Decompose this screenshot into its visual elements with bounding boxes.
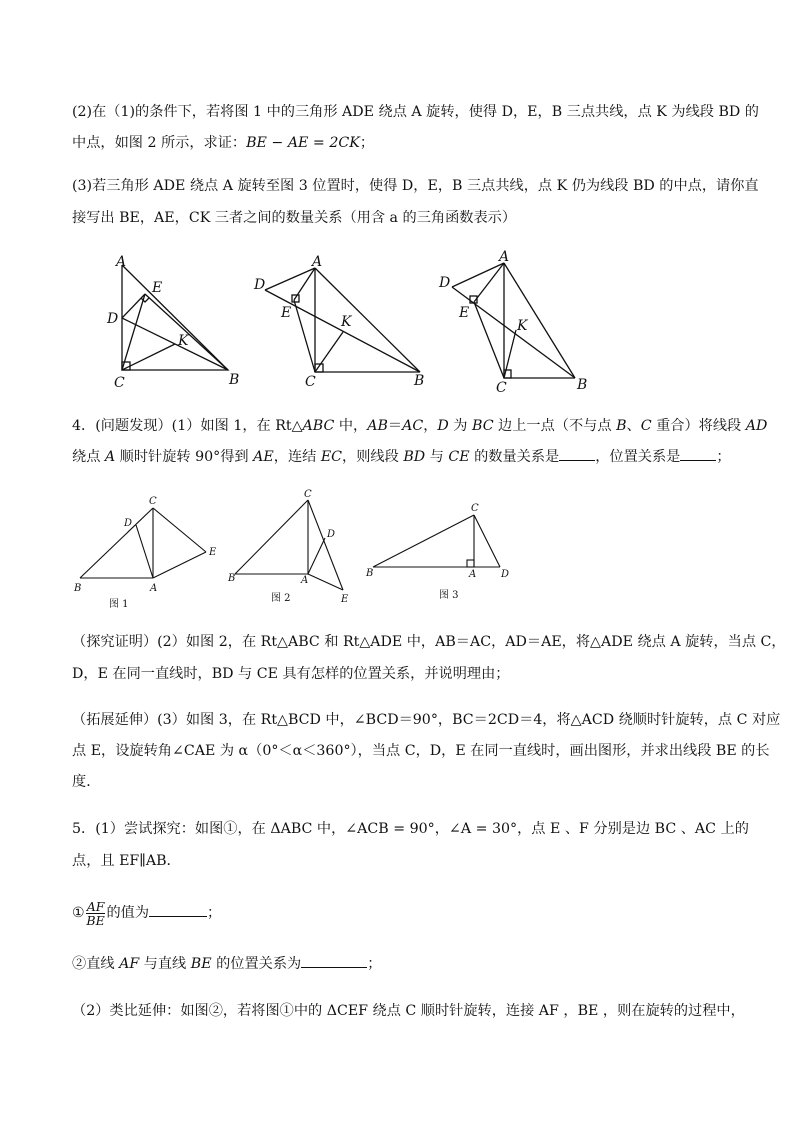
fig4-2-caption: 图 2 bbox=[271, 593, 291, 604]
text: 的数量关系是 bbox=[469, 449, 560, 465]
math: CE bbox=[448, 449, 470, 465]
text: 与 bbox=[425, 449, 449, 465]
fraction-denominator: BE bbox=[86, 912, 105, 928]
fig4-1-label-D: D bbox=[124, 518, 133, 529]
fig4-2-label-B: B bbox=[228, 573, 236, 584]
q4-part3-line2: 点 E，设旋转角∠CAE 为 α（0°＜α＜360°），当点 C，D，E 在同一直线时，画出图形，并求出线段 BE 的长 bbox=[72, 743, 770, 759]
text: ，连结 bbox=[273, 449, 321, 465]
fig2-label-C: C bbox=[305, 374, 316, 390]
fig4-3-label-B: B bbox=[366, 568, 374, 579]
q3-part2-line2-text: 中点，如图 2 所示，求证： bbox=[72, 135, 247, 151]
math: A bbox=[104, 449, 116, 465]
fig1-label-E: E bbox=[152, 280, 163, 296]
text: 4．(问题发现）(1）如图 1，在 Rt△ bbox=[72, 418, 303, 434]
fig4-1-label-A: A bbox=[150, 583, 158, 594]
fig1-label-C: C bbox=[114, 375, 125, 391]
fig1-label-D: D bbox=[107, 311, 119, 327]
answer-blank[interactable] bbox=[301, 955, 367, 968]
math: D bbox=[437, 418, 449, 434]
math: BC bbox=[472, 418, 494, 434]
fig4-1-caption: 图 1 bbox=[109, 599, 129, 610]
math: AF bbox=[119, 956, 140, 972]
math: C bbox=[640, 418, 652, 434]
q5-item2 bbox=[72, 955, 732, 974]
text: 的值为 bbox=[106, 905, 150, 921]
math: AE bbox=[253, 449, 274, 465]
fig3-label-A: A bbox=[499, 249, 510, 265]
math: B bbox=[616, 418, 627, 434]
fig4-2-label-C: C bbox=[304, 489, 312, 500]
q4-part3-line3: 度． bbox=[72, 774, 101, 790]
fig4-1-label-E: E bbox=[209, 547, 217, 558]
q4-part2-line2: D，E 在同一直线时，BD 与 CE 具有怎样的位置关系，并说明理由； bbox=[72, 666, 510, 682]
fig4-3-label-C: C bbox=[471, 503, 479, 514]
text: ， bbox=[423, 418, 438, 434]
math: AD bbox=[745, 418, 768, 434]
text: ＝ bbox=[387, 418, 403, 434]
fig3-label-E: E bbox=[459, 305, 470, 321]
answer-blank[interactable] bbox=[149, 904, 207, 917]
q5-line1: 5．(1）尝试探究：如图①，在 ΔABC 中，∠ACB = 90°，∠A = 30°，点 E 、F 分别是边 BC 、AC 上的 bbox=[72, 821, 749, 837]
fig4-1-label-C: C bbox=[149, 496, 157, 507]
math: AB bbox=[367, 418, 388, 434]
fig1-label-K: K bbox=[178, 333, 189, 349]
fig2-label-A: A bbox=[312, 254, 323, 270]
text: 中， bbox=[334, 418, 368, 434]
math: AC bbox=[402, 418, 424, 434]
fig4-1-label-B: B bbox=[74, 583, 82, 594]
text: 、 bbox=[626, 418, 641, 434]
text: ； bbox=[716, 449, 731, 465]
fig4-2-label-A: A bbox=[301, 575, 309, 586]
fig3-label-B: B bbox=[577, 377, 588, 393]
text: 绕点 bbox=[72, 449, 105, 465]
q3-part2-formula: BE − AE = 2CK bbox=[246, 135, 360, 151]
fig1-label-A: A bbox=[116, 254, 127, 270]
q4-part3-line1: （拓展延伸）(3）如图 3，在 Rt△BCD 中，∠BCD＝90°，BC＝2CD＝4，将△ACD 绕顺时针旋转，点 C 对应 bbox=[72, 712, 781, 728]
text: ，则线段 bbox=[342, 449, 404, 465]
fig4-2-label-E: E bbox=[341, 594, 349, 605]
fig4-3-label-D: D bbox=[501, 569, 510, 580]
text: ②直线 bbox=[72, 956, 120, 972]
math: BE bbox=[190, 956, 212, 972]
text: 重合）将线段 bbox=[651, 418, 746, 434]
math: EC bbox=[320, 449, 343, 465]
q5-part2-line1: （2）类比延伸：如图②，若将图①中的 ΔCEF 绕点 C 顺时针旋转，连接 AF ，BE ，则在旋转的过程中， bbox=[72, 1003, 745, 1019]
fig2-label-E: E bbox=[281, 305, 292, 321]
circled-1: ① bbox=[72, 905, 85, 921]
fig3-label-K: K bbox=[517, 318, 528, 334]
fig2-label-K: K bbox=[341, 314, 352, 330]
math: BD bbox=[403, 449, 426, 465]
q3-part3-line1: (3)若三角形 ADE 绕点 A 旋转至图 3 位置时，使得 D，E，B 三点共线，点 K 仍为线段 BD 的中点，请你直 bbox=[72, 178, 759, 194]
text: ； bbox=[207, 905, 222, 921]
fig2-label-B: B bbox=[414, 373, 425, 389]
punct: ； bbox=[359, 135, 375, 151]
fraction-af-be bbox=[86, 900, 106, 927]
text: ，位置关系是 bbox=[595, 449, 681, 465]
fig4-3-label-A: A bbox=[469, 569, 477, 580]
fig4-2-label-D: D bbox=[327, 529, 336, 540]
q5-item1 bbox=[72, 898, 732, 928]
fraction-numerator: AF bbox=[86, 898, 105, 914]
q5-line2: 点，且 EF∥AB． bbox=[72, 853, 181, 869]
math: ABC bbox=[302, 418, 335, 434]
text: 顺时针旋转 90°得到 bbox=[115, 449, 254, 465]
fig3-label-C: C bbox=[496, 380, 507, 396]
q3-part3-line2: 接写出 BE，AE，CK 三者之间的数量关系（用含 a 的三角函数表示） bbox=[72, 210, 517, 226]
text: 为 bbox=[448, 418, 472, 434]
text: 与直线 bbox=[139, 956, 191, 972]
fig2-label-D: D bbox=[254, 277, 266, 293]
text: ； bbox=[367, 956, 382, 972]
fig4-3-caption: 图 3 bbox=[439, 590, 459, 601]
q4-part2-line1: （探究证明）(2）如图 2，在 Rt△ABC 和 Rt△ADE 中，AB＝AC，AD＝AE，将△ADE 绕点 A 旋转，当点 C， bbox=[72, 634, 786, 650]
text: 边上一点（不与点 bbox=[493, 418, 617, 434]
q3-part2-line1: (2)在（1)的条件下，若将图 1 中的三角形 ADE 绕点 A 旋转，使得 D，E，B 三点共线，点 K 为线段 BD 的 bbox=[72, 104, 759, 120]
text: 的位置关系为 bbox=[211, 956, 302, 972]
fig1-label-B: B bbox=[229, 372, 240, 388]
fig3-label-D: D bbox=[439, 275, 451, 291]
